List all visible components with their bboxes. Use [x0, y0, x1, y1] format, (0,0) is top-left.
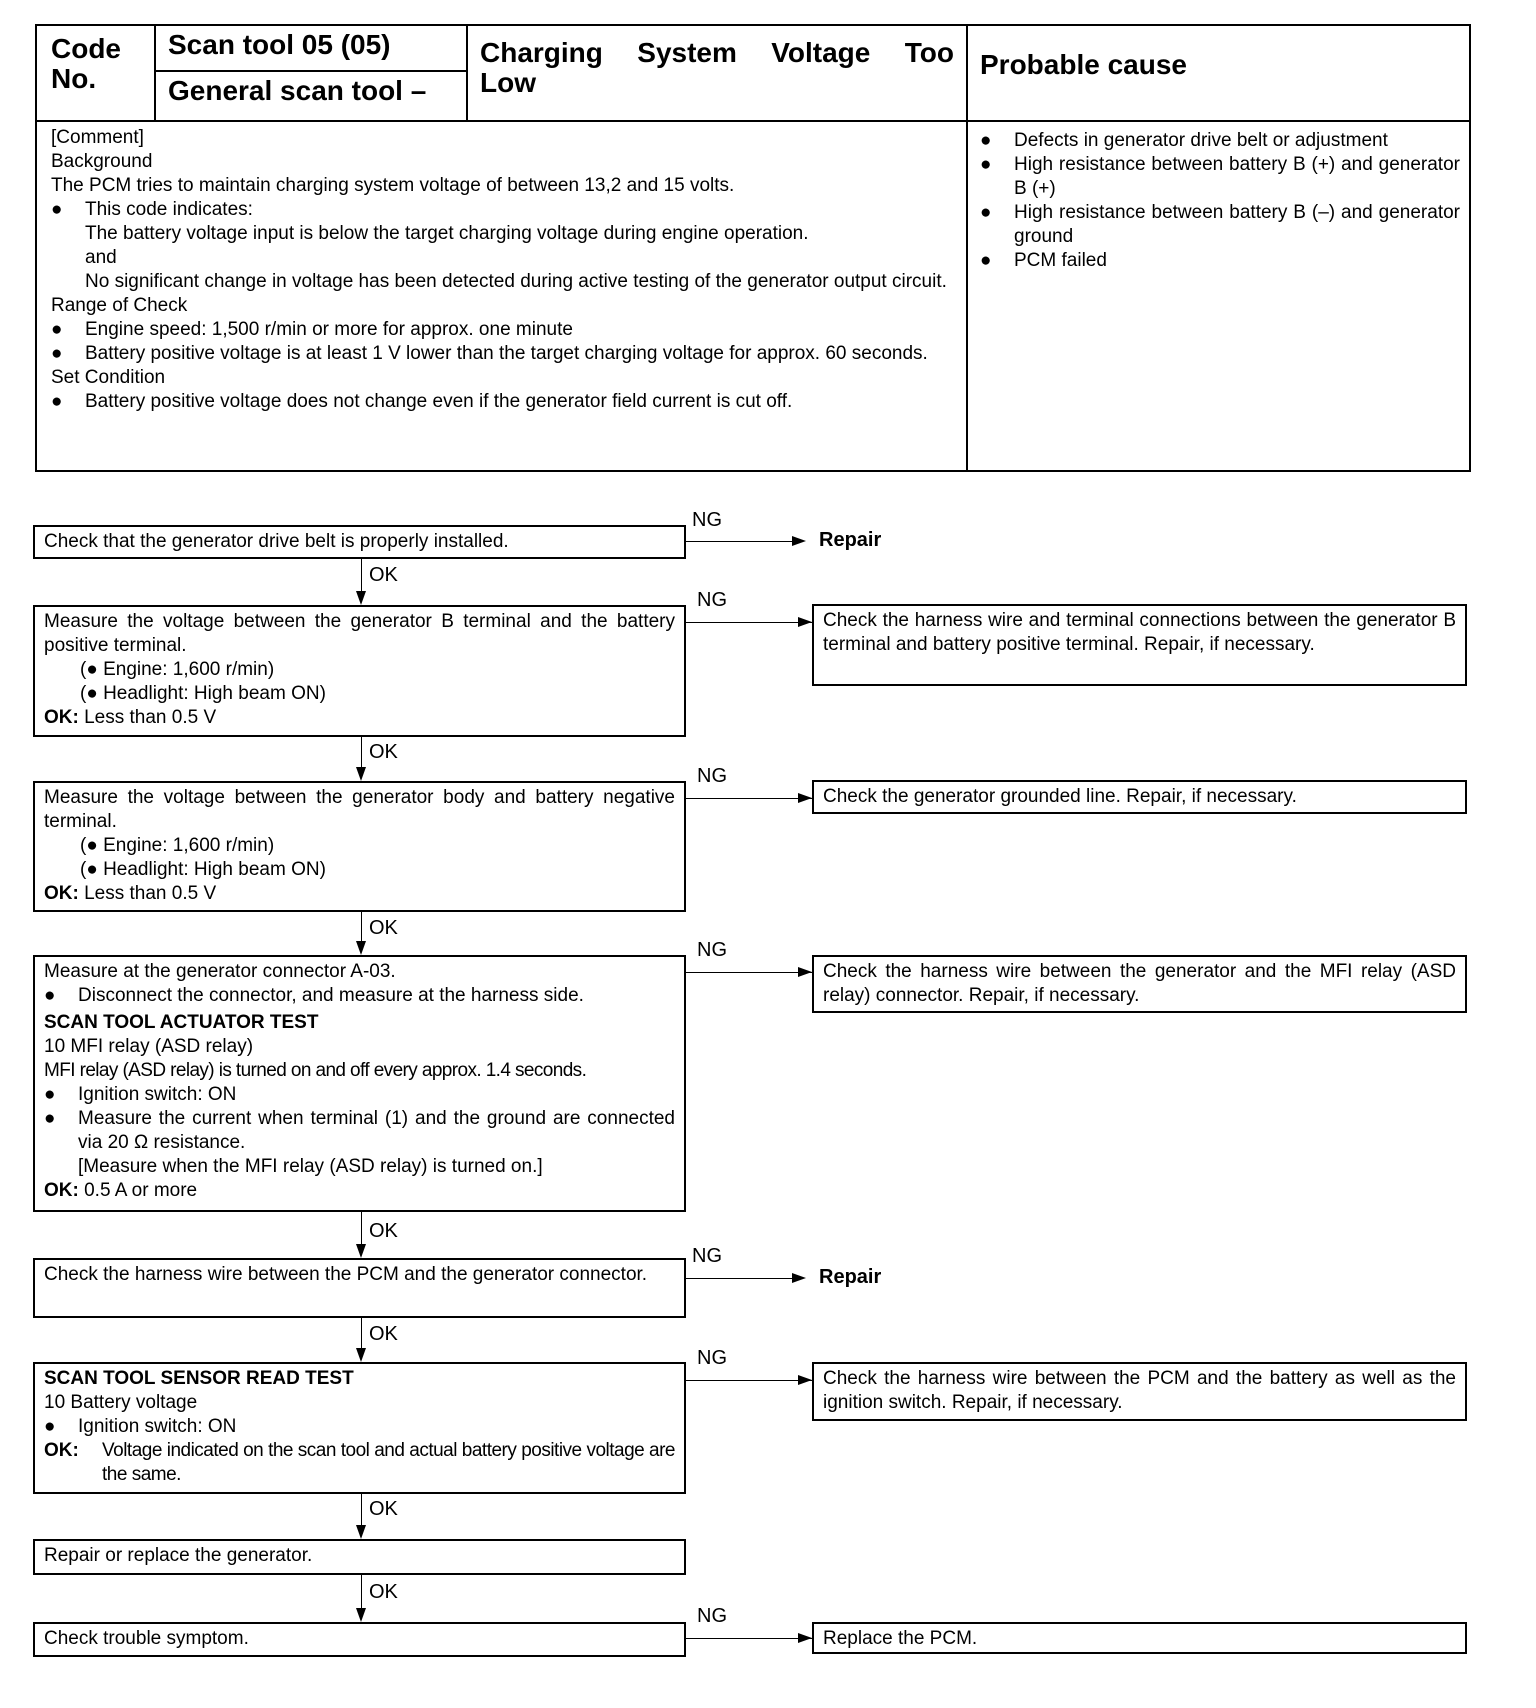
ng-label: NG	[697, 939, 727, 961]
bullet-icon: ●	[980, 250, 992, 271]
arrow-right-icon	[792, 1273, 806, 1283]
step-1-box: Check that the generator drive belt is properly installed.	[33, 525, 686, 559]
scan-tool-code: Scan tool 05 (05)	[154, 26, 466, 72]
arrow-right-icon	[798, 1375, 812, 1385]
step-3-ok: Less than 0.5 V	[84, 883, 217, 904]
ng-label: NG	[697, 589, 727, 611]
ng-label: NG	[697, 1347, 727, 1369]
background-heading: Background	[51, 151, 153, 172]
indicates-2: No significant change in voltage has been detected during active testing of the generator output circuit.	[85, 271, 947, 292]
step-4-ok: 0.5 A or more	[84, 1180, 198, 1201]
indicates-and: and	[85, 247, 117, 268]
step-6-ng-box: Check the harness wire between the PCM and the battery as well as the ignition switch. Repair, if necessary.	[812, 1362, 1467, 1421]
step-3-box	[33, 781, 686, 912]
step-8-box: Check trouble symptom.	[33, 1622, 686, 1657]
arrow-down-icon	[356, 591, 366, 605]
arrow-right-icon	[798, 793, 812, 803]
arrow-down-icon	[356, 767, 366, 781]
code-title: Charging System Voltage Too Low	[466, 26, 966, 122]
ng-label: NG	[697, 1605, 727, 1627]
arrow-right-icon	[798, 967, 812, 977]
step-5-box: Check the harness wire between the PCM and the generator connector.	[33, 1258, 686, 1318]
step-4-ng-box: Check the harness wire between the generator and the MFI relay (ASD relay) connector. Repair, if necessary.	[812, 955, 1467, 1013]
arrow-down-icon	[356, 1525, 366, 1539]
comment-section	[51, 126, 956, 414]
bullet-icon: ●	[51, 343, 63, 364]
step-4-desc: MFI relay (ASD relay) is turned on and off every approx. 1.4 seconds.	[44, 1060, 587, 1081]
set-heading: Set Condition	[51, 367, 166, 388]
set-item: Battery positive voltage does not change even if the generator field current is cut off.	[85, 391, 793, 412]
range-item: Battery positive voltage is at least 1 V lower than the target charging voltage for approx. 60 seconds.	[85, 343, 928, 364]
step-4-item: 10 MFI relay (ASD relay)	[44, 1036, 254, 1057]
cause-item: High resistance between battery B (–) and generator ground	[1014, 202, 1460, 247]
ok-label: OK:	[44, 707, 79, 728]
bullet-icon: ●	[44, 1416, 56, 1437]
bullet-icon: ●	[51, 391, 63, 412]
bullet-icon: ●	[44, 985, 56, 1006]
ok-label: OK:	[44, 1440, 79, 1461]
ok-arrow-label: OK	[369, 1323, 398, 1345]
sensor-read-test-heading: SCAN TOOL SENSOR READ TEST	[44, 1368, 354, 1389]
arrow-down-icon	[356, 1348, 366, 1362]
background-text: The PCM tries to maintain charging system voltage of between 13,2 and 15 volts.	[51, 175, 735, 196]
step-5-ng-repair: Repair	[819, 1266, 882, 1288]
general-scan-tool: General scan tool –	[168, 75, 427, 106]
code-no-label: Code No.	[37, 26, 154, 122]
step-7-box: Repair or replace the generator.	[33, 1539, 686, 1575]
arrow-right-icon	[792, 536, 806, 546]
cause-item: PCM failed	[1014, 250, 1107, 271]
step-4-bullet: Ignition switch: ON	[78, 1084, 237, 1105]
causes-list	[980, 129, 1460, 273]
indicates-1: The battery voltage input is below the target charging voltage during engine operation.	[85, 223, 809, 244]
ok-arrow-label: OK	[369, 1220, 398, 1242]
step-2-ok: Less than 0.5 V	[84, 707, 217, 728]
step-6-box	[33, 1362, 686, 1494]
step-2-text: Measure the voltage between the generator B terminal and the battery positive terminal.	[44, 611, 675, 656]
ok-arrow-label: OK	[369, 564, 398, 586]
scan-tool-cell	[154, 26, 466, 122]
ng-label: NG	[697, 765, 727, 787]
step-4-bullet: Disconnect the connector, and measure at the harness side.	[78, 985, 584, 1006]
step-3-ng-box: Check the generator grounded line. Repair, if necessary.	[812, 780, 1467, 814]
bullet-icon: ●	[44, 1108, 56, 1129]
ok-arrow-label: OK	[369, 1581, 398, 1603]
step-4-text: Measure at the generator connector A-03.	[44, 961, 396, 982]
step-4-bullet: Measure the current when terminal (1) and the ground are connected via 20 Ω resistance.	[78, 1108, 675, 1153]
ng-label: NG	[692, 1245, 722, 1267]
step-3-text: Measure the voltage between the generator body and battery negative terminal.	[44, 787, 675, 832]
bullet-icon: ●	[980, 154, 992, 175]
step-4-note: [Measure when the MFI relay (ASD relay) is turned on.]	[78, 1156, 543, 1177]
step-1-ng-repair: Repair	[819, 529, 882, 551]
ng-label: NG	[692, 509, 722, 531]
range-heading: Range of Check	[51, 295, 188, 316]
ok-label: OK:	[44, 1180, 79, 1201]
ok-label: OK:	[44, 883, 79, 904]
step-2-condition: (● Headlight: High beam ON)	[80, 683, 326, 704]
bullet-icon: ●	[44, 1084, 56, 1105]
cause-item: High resistance between battery B (+) and generator B (+)	[1014, 154, 1460, 199]
step-2-condition: (● Engine: 1,600 r/min)	[80, 659, 275, 680]
ok-arrow-label: OK	[369, 1498, 398, 1520]
comment-label: [Comment]	[51, 127, 144, 148]
step-2-box	[33, 605, 686, 737]
arrow-down-icon	[356, 1608, 366, 1622]
step-3-condition: (● Headlight: High beam ON)	[80, 859, 326, 880]
ok-arrow-label: OK	[369, 917, 398, 939]
arrow-down-icon	[356, 1244, 366, 1258]
code-table	[35, 24, 1471, 472]
bullet-icon: ●	[980, 202, 992, 223]
actuator-test-heading: SCAN TOOL ACTUATOR TEST	[44, 1012, 319, 1033]
step-2-ng-box: Check the harness wire and terminal connections between the generator B terminal and battery positive terminal. Repair, if necessary.	[812, 604, 1467, 686]
arrow-right-icon	[798, 1633, 812, 1643]
step-4-box	[33, 955, 686, 1212]
bullet-icon: ●	[980, 130, 992, 151]
arrow-right-icon	[798, 617, 812, 627]
step-6-item: 10 Battery voltage	[44, 1392, 198, 1413]
probable-cause-label: Probable cause	[966, 26, 1469, 122]
arrow-down-icon	[356, 941, 366, 955]
indicates-text: This code indicates:	[85, 199, 253, 220]
step-8-ng-box: Replace the PCM.	[812, 1622, 1467, 1654]
bullet-icon: ●	[51, 319, 63, 340]
step-3-condition: (● Engine: 1,600 r/min)	[80, 835, 275, 856]
step-6-ok: Voltage indicated on the scan tool and actual battery positive voltage are the same.	[102, 1440, 675, 1485]
cause-item: Defects in generator drive belt or adjustment	[1014, 130, 1388, 151]
range-item: Engine speed: 1,500 r/min or more for approx. one minute	[85, 319, 573, 340]
step-6-bullet: Ignition switch: ON	[78, 1416, 237, 1437]
ok-arrow-label: OK	[369, 741, 398, 763]
bullet-icon: ●	[51, 199, 63, 220]
